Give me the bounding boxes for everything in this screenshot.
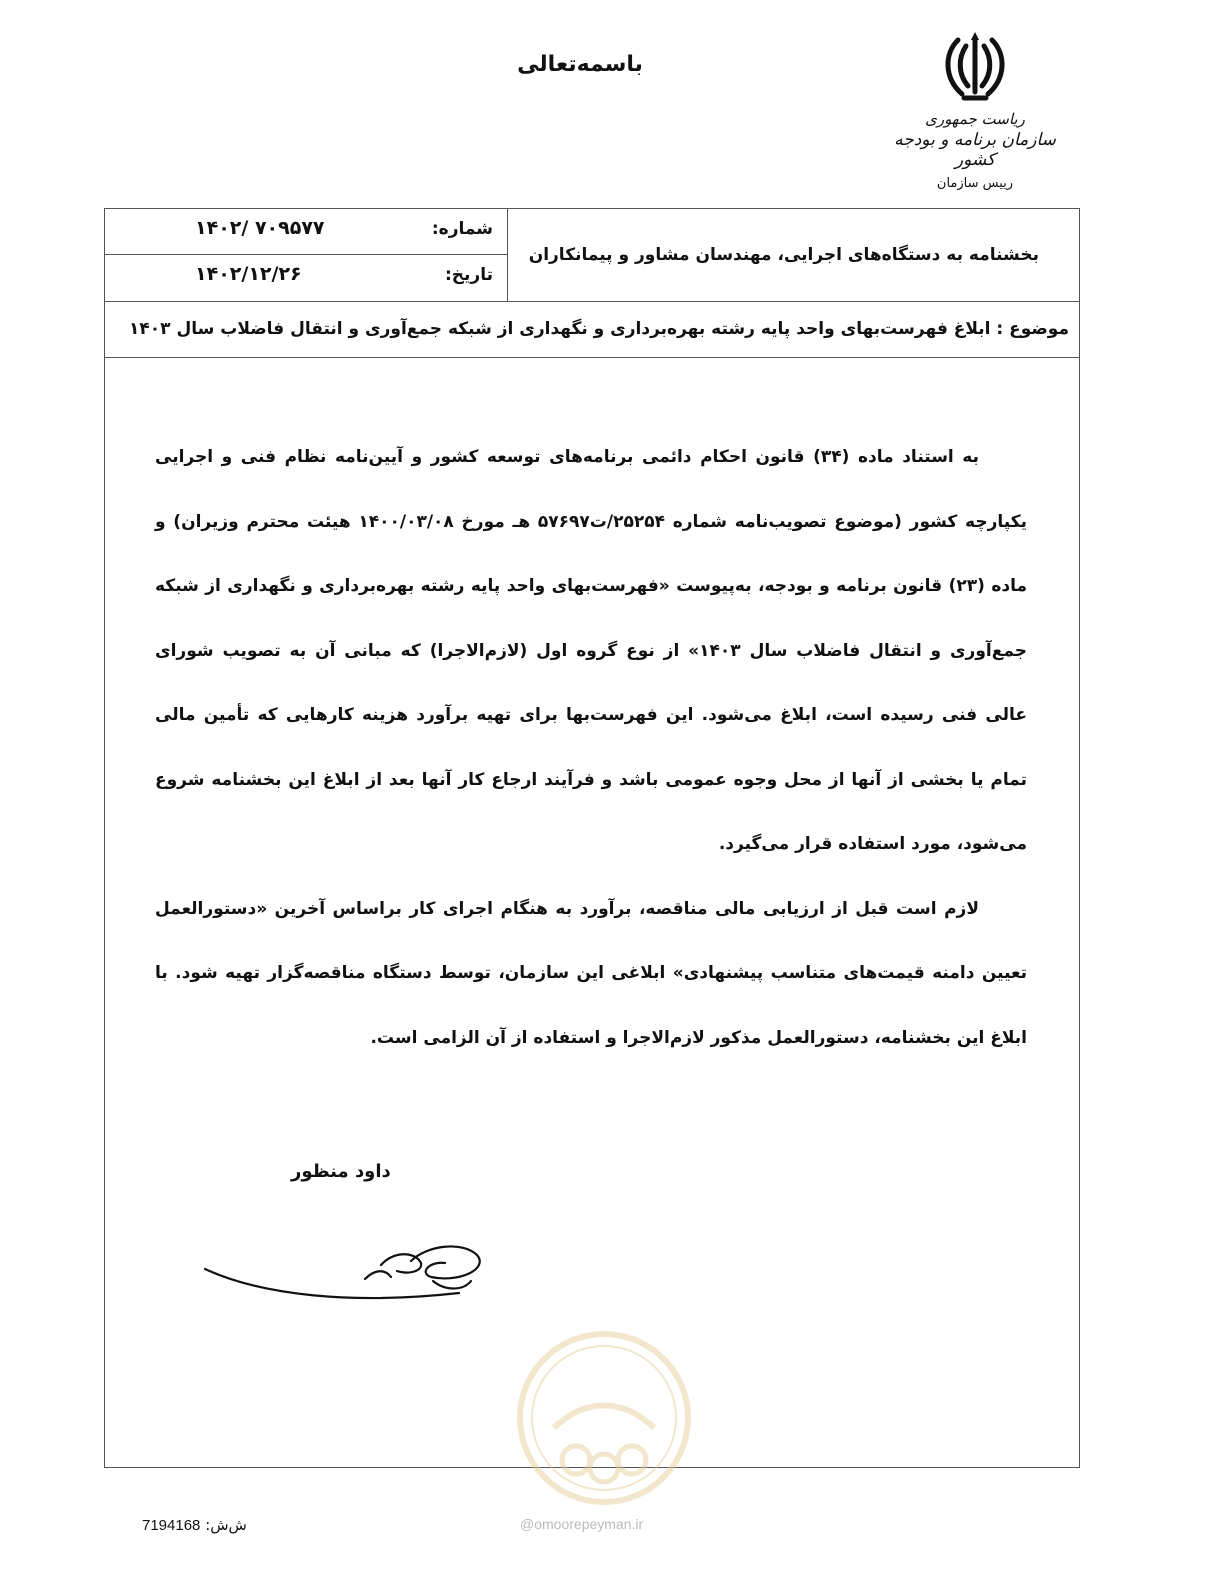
number-label: شماره:	[431, 219, 493, 239]
org-line-head: رییس سازمان	[936, 176, 1014, 191]
signer-name: داود منظور	[291, 1161, 391, 1182]
recipients: بخشنامه به دستگاه‌های اجرایی، مهندسان مشاور و پیمانکاران	[507, 209, 1079, 301]
invocation-heading: باسمه‌تعالی	[517, 52, 643, 77]
letter-header-row	[105, 209, 1079, 302]
letter-body	[155, 425, 1027, 1070]
iran-emblem-icon	[940, 32, 1010, 104]
letter-frame	[104, 208, 1080, 1468]
serial-number	[142, 1516, 247, 1534]
website-watermark	[520, 1516, 643, 1532]
subject-line: موضوع : ابلاغ فهرست‌بهای واحد پایه رشته بهره‌برداری و نگهداری از شبکه جمع‌آوری و انتقال فاضلاب سال ۱۴۰۳	[105, 301, 1079, 358]
date-value: ۱۴۰۲/۱۲/۲۶	[195, 263, 302, 285]
letter-meta	[105, 209, 507, 301]
watermark-logo	[514, 1328, 694, 1508]
signature-mark	[201, 1221, 491, 1311]
date-label: تاریخ:	[445, 265, 493, 285]
body-paragraph-2: لازم است قبل از ارزیابی مالی مناقصه، برآورد به هنگام اجرای کار براساس آخرین «دستورالعمل تعیین دامنه قیمت‌های متناسب پیشنهادی» ابلاغی این سازمان، توسط دستگاه مناقصه‌گزار تهیه شود. با ابلاغ این بخشنامه، دستورالعمل مذکور لازم‌الاجرا و استفاده از آن الزامی است.	[155, 898, 1027, 1048]
body-paragraph-1: به استناد ماده (۳۴) قانون احکام دائمی برنامه‌های توسعه کشور و آیین‌نامه نظام فنی و اجرایی یکپارچه کشور (موضوع تصویب‌نامه شماره ۲۵۲۵۴/ت۵۷۶۹۷ هـ مورخ ۱۴۰۰/۰۳/۰۸ هیئت محترم وزیران) و ماده (۲۳) قانون برنامه و بودجه، به‌پیوست «فهرست‌بهای واحد پایه رشته بهره‌برداری و نگهداری از شبکه جمع‌آوری و انتقال فاضلاب سال ۱۴۰۳» از نوع گروه اول (لازم‌الاجرا) که مبانی آن به تصویب شورای عالی فنی رسیده است، ابلاغ می‌شود. این فهرست‌بها برای تهیه برآورد هزینه کارهایی که تأمین مالی تمام یا بخشی از آنها از محل وجوه عمومی باشد و فرآیند ارجاع کار آنها بعد از ابلاغ این بخشنامه شروع می‌شود، مورد استفاده قرار می‌گیرد.	[155, 447, 1027, 854]
number-row	[105, 209, 507, 255]
letterhead	[880, 32, 1070, 207]
serial-value: 7194168	[142, 1517, 201, 1534]
website-text: omoorepeyman.ir	[534, 1516, 644, 1532]
org-line-organization: سازمان برنامه و بودجه کشور	[894, 130, 1056, 170]
at-icon: @	[520, 1516, 535, 1532]
number-value: ۱۴۰۲/ ۷۰۹۵۷۷	[195, 217, 325, 239]
date-row	[105, 255, 507, 300]
org-line-presidency: ریاست جمهوری	[925, 110, 1025, 128]
serial-label: ش‌ش:	[205, 1516, 247, 1534]
